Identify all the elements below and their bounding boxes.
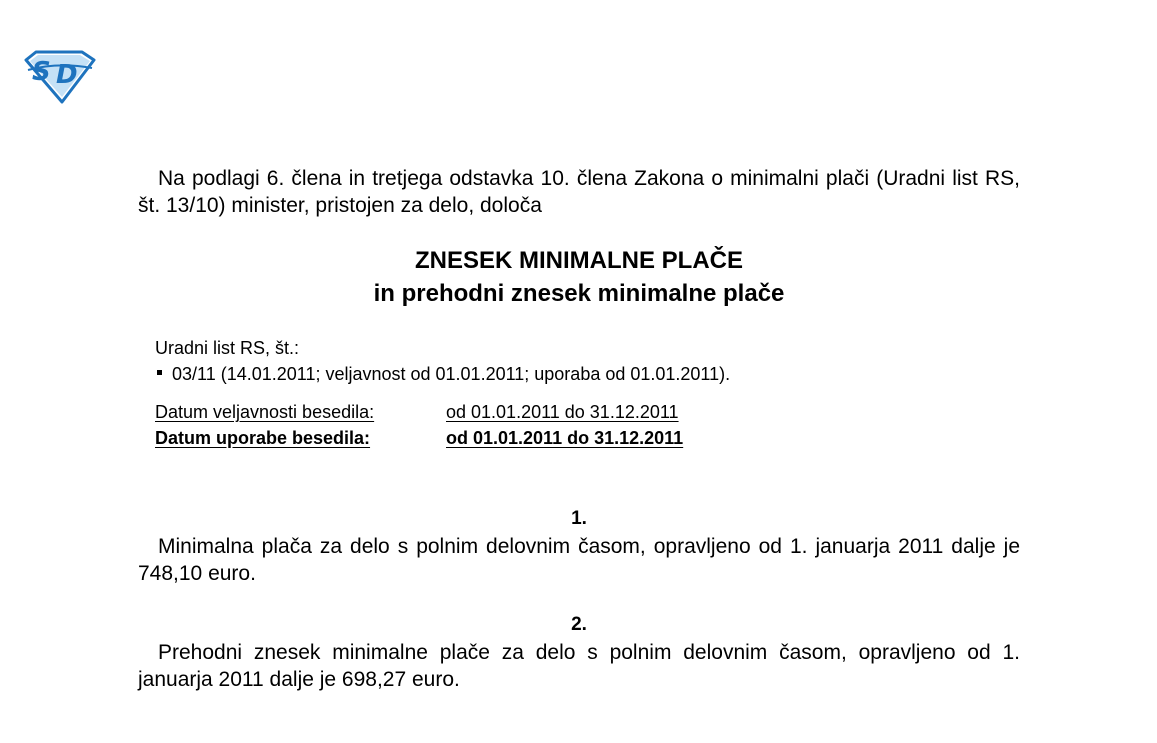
validity-date-value: od 01.01.2011 do 31.12.2011 [446,402,679,422]
article-2-text: Prehodni znesek minimalne plače za delo s polnim delovnim časom, opravljeno od 1. januarja 2011 dalje je 698,27 euro. [138,641,1020,691]
sd-logo-icon [22,50,96,104]
article-1-text: Minimalna plača za delo s polnim delovnim časom, opravljeno od 1. januarja 2011 dalje je 748,10 euro. [138,535,1020,585]
validity-date-label: Datum veljavnosti besedila: [155,402,375,422]
gazette-label: Uradni list RS, št.: [155,338,300,358]
validity-date-row [155,400,679,424]
gazette-item-text: 03/11 (14.01.2011; veljavnost od 01.01.2011; uporaba od 01.01.2011). [172,364,731,384]
intro-paragraph: Na podlagi 6. člena in tretjega odstavka 10. člena Zakona o minimalni plači (Uradni list RS, št. 13/10) minister, pristojen za delo, določa [138,167,1020,217]
article-1-number: 1. [571,508,587,529]
use-date-value: od 01.01.2011 do 31.12.2011 [446,428,684,448]
article-2-number: 2. [571,614,587,635]
bullet-icon [157,370,162,375]
document-title: ZNESEK MINIMALNE PLAČE [414,247,743,274]
gazette-list-item [157,362,730,386]
svg-text:D: D [56,60,78,90]
document-subtitle: in prehodni znesek minimalne plače [373,280,785,307]
use-date-row [155,426,683,450]
use-date-label: Datum uporabe besedila: [155,428,371,448]
svg-text:S: S [32,57,51,87]
